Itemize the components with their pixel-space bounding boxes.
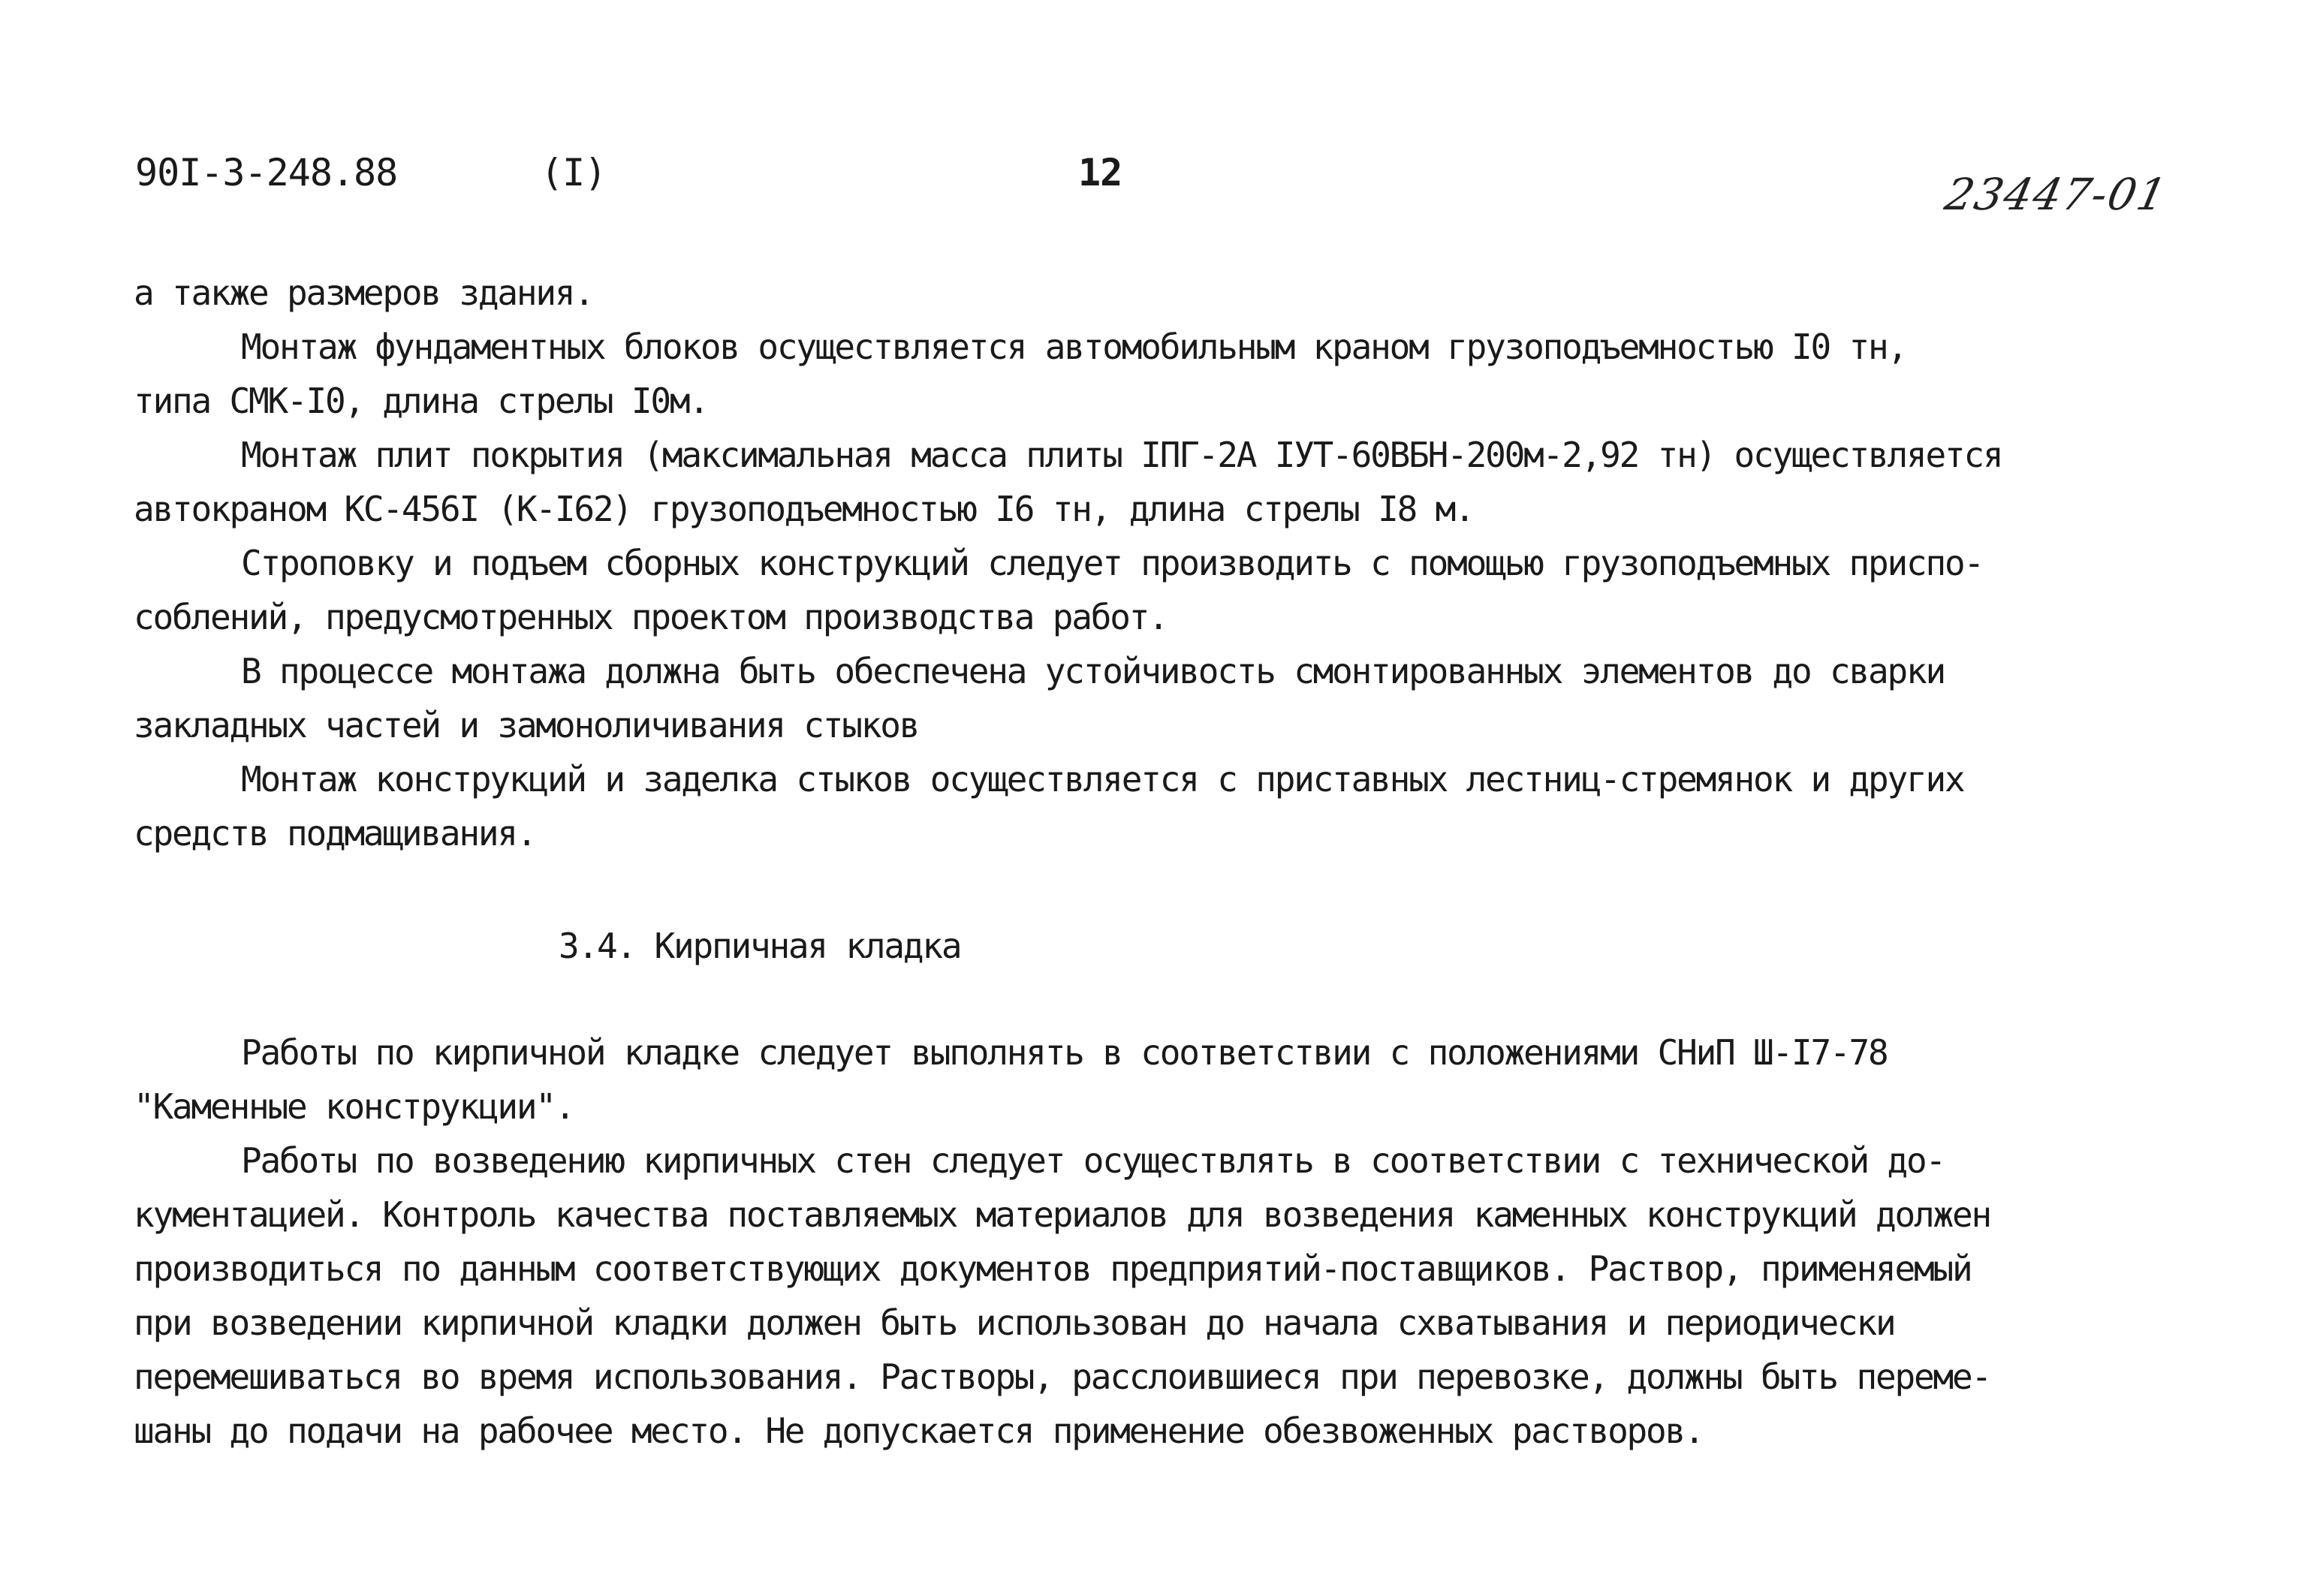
paragraph: [134, 428, 2206, 536]
paragraph: [134, 536, 2206, 644]
text-line: при возведении кирпичной кладки должен быть использован до начала схватывания и периодически: [134, 1302, 1895, 1343]
text-line: "Каменные конструкции".: [134, 1086, 574, 1127]
text-line: перемешиваться во время использования. Растворы, расслоившиеся при перевозке, должны быть переме-: [134, 1357, 1990, 1397]
text-line: автокраном КС-456I (К-I62) грузоподъемностью I6 тн, длина стрелы I8 м.: [134, 489, 1474, 529]
text-line: типа СМК-I0, длина стрелы I0м.: [134, 381, 708, 421]
paragraph: [134, 752, 2206, 860]
document-code: 90I-3-248.88: [135, 151, 398, 194]
text-line: Монтаж плит покрытия (максимальная масса плиты IПГ-2А IУТ-60ВБН-200м-2,92 тн) осуществляется: [241, 435, 2002, 475]
text-line: Монтаж фундаментных блоков осуществляется автомобильным краном грузоподъемностью I0 тн,: [241, 327, 1907, 367]
paragraph: [134, 644, 2206, 752]
text-line: производиться по данным соответствующих документов предприятий-поставщиков. Раствор, применяемый: [134, 1248, 1972, 1289]
text-line: Работы по возведению кирпичных стен следует осуществлять в соответствии с технической до-: [241, 1140, 1945, 1181]
document-part: (I): [541, 151, 607, 194]
document-body: [134, 266, 2206, 1458]
text-line: В процессе монтажа должна быть обеспечена устойчивость смонтированных элементов до сварки: [241, 651, 1945, 691]
section-heading: 3.4. Кирпичная кладка: [559, 926, 961, 966]
paragraph: [134, 266, 2206, 320]
text-line: Работы по кирпичной кладке следует выполнять в соответствии с положениями СНиП Ш-I7-78: [241, 1032, 1888, 1073]
text-line: кументацией. Контроль качества поставляемых материалов для возведения каменных конструкций должен: [134, 1194, 1990, 1235]
paragraph: [134, 1025, 2206, 1134]
paragraph: [134, 1134, 2206, 1458]
handwritten-inventory-number: 23447-01: [1940, 169, 2173, 220]
paragraph: [134, 320, 2206, 428]
spacer: [134, 973, 2206, 1025]
text-line: средств подмащивания.: [134, 813, 536, 854]
text-line: а также размеров здания.: [134, 273, 593, 313]
text-line: Монтаж конструкций и заделка стыков осуществляется с приставных лестниц-стремянок и других: [241, 759, 1964, 800]
text-line: соблений, предусмотренных проектом производства работ.: [134, 597, 1168, 637]
text-line: Строповку и подъем сборных конструкций следует производить с помощью грузоподъемных приспо-: [241, 543, 1983, 583]
spacer: [134, 860, 2206, 919]
page-number: 12: [1078, 151, 1122, 194]
text-line: закладных частей и замоноличивания стыков: [134, 705, 919, 745]
text-line: шаны до подачи на рабочее место. Не допускается применение обезвоженных растворов.: [134, 1411, 1704, 1451]
